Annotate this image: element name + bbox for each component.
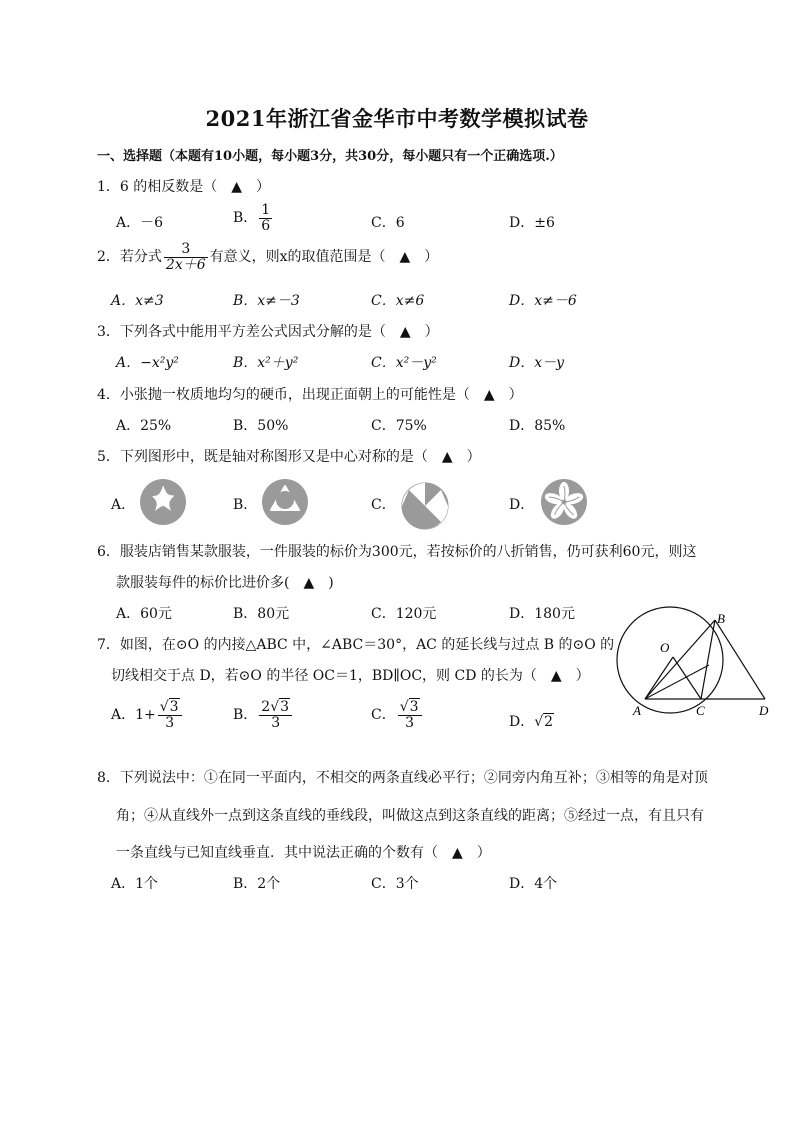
q2-fraction <box>164 242 208 272</box>
q6-option-d: D．180元 <box>509 606 575 622</box>
q8-option-c: C．3个 <box>371 876 419 892</box>
q2-option-c: C．x≠6 <box>371 293 425 309</box>
question-8-line3: 一条直线与已知直线垂直．其中说法正确的个数有（ ▲ ） <box>116 845 491 861</box>
q7-a-fraction: $\frac{√3}{3}$ <box>158 700 182 730</box>
q7-d-radicand: 2 <box>544 714 554 730</box>
question-6-line2: 款服装每件的标价比进价多( ▲ ) <box>116 575 334 591</box>
label-d: D <box>759 703 769 718</box>
q2-stem-prefix: 2．若分式 <box>97 249 162 266</box>
q5-option-a: A． <box>111 497 136 513</box>
flower-figure <box>540 478 588 526</box>
q7-c-fraction: $\frac{√3}{3}$ <box>398 700 422 730</box>
circle-triangle-figure <box>605 605 785 720</box>
five-petal-star-figure <box>139 478 187 526</box>
label-b: B <box>717 611 725 626</box>
q4-option-c: C．75% <box>371 418 427 434</box>
q7-a-prefix: A．1+ <box>111 707 156 724</box>
q5-option-d: D． <box>509 497 535 513</box>
q8-option-b: B．2个 <box>233 876 281 892</box>
q2-stem-suffix: 有意义，则x的取值范围是（ ▲ ） <box>209 249 439 266</box>
q1-option-c: C．6 <box>371 215 405 231</box>
q7-c-prefix: C． <box>371 707 396 724</box>
question-7-line2: 切线相交于点 D，若⊙O 的半径 OC＝1，BD∥OC，则 CD 的长为（ ▲ ） <box>111 668 590 684</box>
q7-b-fraction: $\frac{2√3}{3}$ <box>259 700 292 730</box>
q3-option-b: B．x²＋y² <box>233 355 299 371</box>
q8-option-d: D．4个 <box>509 876 558 892</box>
q2-option-b: B．x≠－3 <box>233 293 300 309</box>
q7-a-denominator: 3 <box>165 714 175 731</box>
question-2-stem <box>97 242 438 272</box>
q7-b-denominator: 3 <box>271 714 281 731</box>
section-heading: 一、选择题（本题有10小题，每小题3分，共30分，每小题只有一个正确选项.） <box>97 149 563 164</box>
q1-b-numerator: 1 <box>261 202 271 218</box>
page-title: 2021年浙江省金华市中考数学模拟试卷 <box>205 106 589 131</box>
q4-option-b: B．50% <box>233 418 289 434</box>
q7-c-radicand: 3 <box>409 699 419 715</box>
q1-option-d: D．±6 <box>509 215 555 231</box>
q7-b-prefix: B． <box>233 707 258 724</box>
q2-option-a: A．x≠3 <box>111 293 164 309</box>
q7-option-d: D．√2 <box>509 714 554 730</box>
q7-b-radicand: 3 <box>280 699 290 715</box>
q1-option-b-prefix: B． <box>233 210 258 227</box>
question-8-line2: 角；④从直线外一点到这条直线的垂线段，叫做这点到这条直线的距离；⑤经过一点，有且只有 <box>116 808 704 824</box>
q1-option-a: A．－6 <box>116 215 164 231</box>
q2-option-d: D．x≠－6 <box>509 293 577 309</box>
triangle-in-circle-figure <box>261 478 309 526</box>
question-7-line1: 7．如图，在⊙O 的内接△ABC 中，∠ABC＝30°，AC 的延长线与过点 B 的⊙O 的 <box>97 637 615 653</box>
question-3-stem: 3．下列各式中能用平方差公式因式分解的是（ ▲ ） <box>97 324 439 340</box>
q3-option-a: A．−x²y² <box>116 355 179 371</box>
q2-denominator: 2x＋6 <box>165 256 206 273</box>
q7-c-denominator: 3 <box>405 714 415 731</box>
question-4-stem: 4．小张抛一枚质地均匀的硬币，出现正面朝上的可能性是（ ▲ ） <box>97 387 523 403</box>
q5-option-c: C． <box>371 497 396 513</box>
label-a: A <box>633 703 641 718</box>
q3-option-d: D．x－y <box>509 355 565 371</box>
q1-option-b-fraction <box>259 203 272 233</box>
q1-b-denominator: 6 <box>261 217 271 234</box>
q7-a-radicand: 3 <box>169 699 179 715</box>
q4-option-d: D．85% <box>509 418 566 434</box>
q7-d-prefix: D． <box>509 714 535 730</box>
q6-option-b: B．80元 <box>233 606 290 622</box>
question-1-stem: 1．6 的相反数是（ ▲ ） <box>97 179 271 195</box>
q7-option-c <box>371 700 424 730</box>
q7-option-a <box>111 700 184 730</box>
q7-b-coefficient: 2 <box>261 699 271 715</box>
q2-numerator: 3 <box>164 242 208 258</box>
q4-option-a: A．25% <box>116 418 172 434</box>
label-c: C <box>696 703 705 718</box>
question-5-stem: 5．下列图形中，既是轴对称图形又是中心对称的是（ ▲ ） <box>97 449 481 465</box>
question-6-line1: 6．服装店销售某款服装，一件服装的标价为300元，若按标价的八折销售，仍可获利60元，则这 <box>97 544 697 560</box>
q3-option-c: C．x²－y² <box>371 355 437 371</box>
question-8-line1: 8．下列说法中：①在同一平面内，不相交的两条直线必平行；②同旁内角互补；③相等的角是对顶 <box>97 770 708 786</box>
pinwheel-figure <box>401 482 449 530</box>
label-o: O <box>660 640 670 655</box>
q1-option-b <box>233 203 274 233</box>
q8-option-a: A．1个 <box>111 876 159 892</box>
q7-option-b <box>233 700 294 730</box>
q6-option-a: A．60元 <box>116 606 172 622</box>
q6-option-c: C．120元 <box>371 606 437 622</box>
q5-option-b: B． <box>233 497 258 513</box>
